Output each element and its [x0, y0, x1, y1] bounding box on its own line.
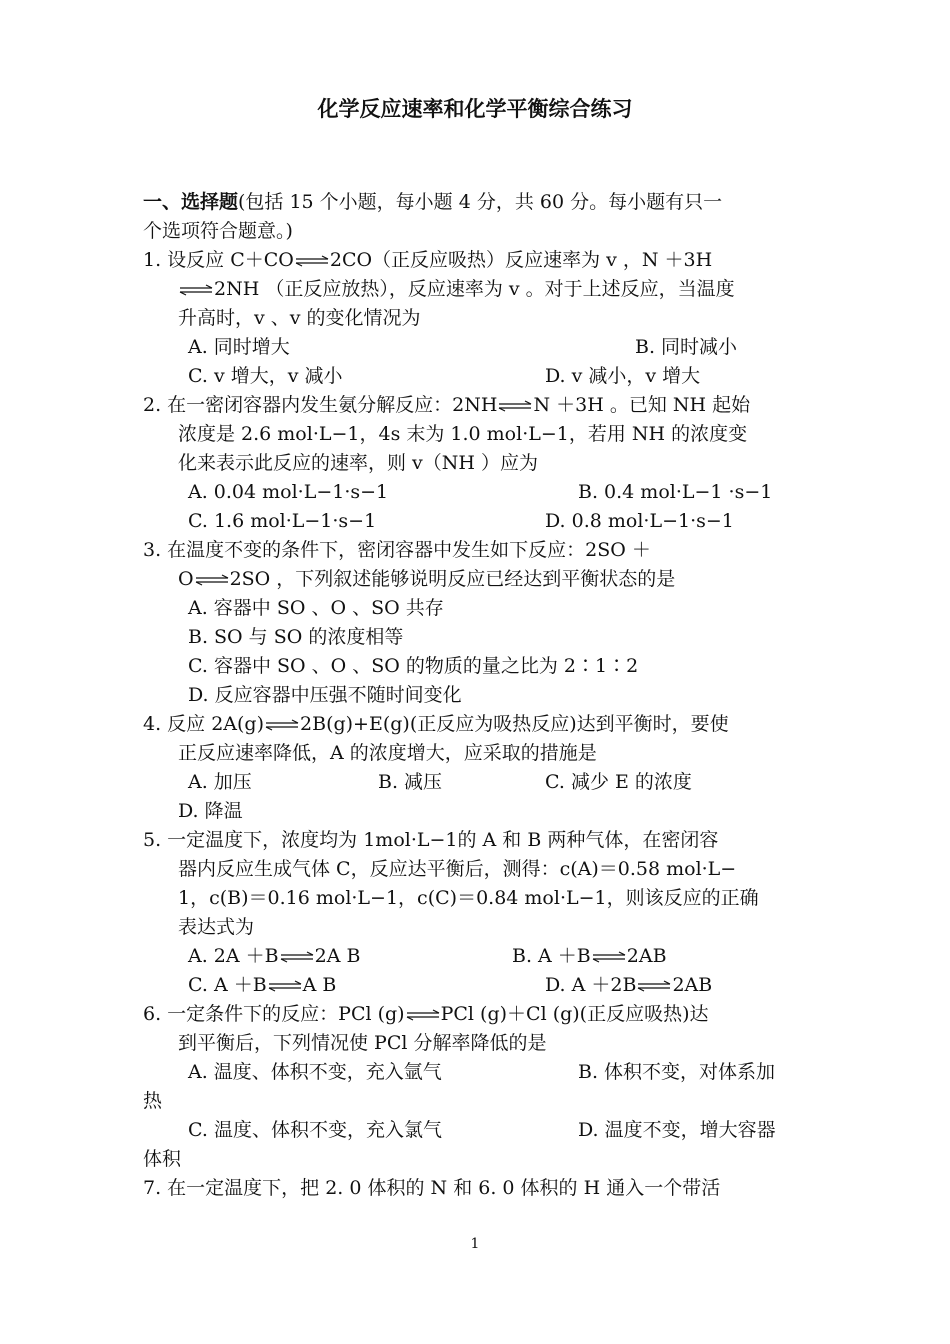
section-heading-line — [143, 190, 722, 214]
option-c: C. A ＋B A B — [188, 974, 337, 996]
option-b: B. 同时减小 — [635, 336, 738, 358]
question-7-line-1: 7. 在一定温度下，把 2. 0 体积的 N 和 6. 0 体积的 H 通入一个带活 — [143, 1177, 721, 1199]
option-b: B. 减压 — [378, 771, 443, 793]
section-intro: (包括 15 个小题，每小题 4 分，共 60 分。每小题有只一 — [238, 191, 723, 213]
option-b: B. 体积不变，对体系加 — [578, 1061, 776, 1083]
question-3-line-2: O 2SO ，下列叙述能够说明反应已经达到平衡状态的是 — [178, 568, 676, 590]
equilibrium-arrow-icon — [268, 980, 302, 992]
page-number: 1 — [470, 1236, 480, 1252]
equilibrium-arrow-icon — [265, 719, 299, 731]
question-6-line-1: 6. 一定条件下的反应：PCl (g) PCl (g)＋Cl (g)(正反应吸热)达 — [143, 1003, 709, 1025]
page-title: 化学反应速率和化学平衡综合练习 — [317, 97, 633, 121]
option-a: A. 温度、体积不变，充入氩气 — [188, 1061, 442, 1083]
equilibrium-arrow-icon — [406, 1009, 440, 1021]
question-4-line-1: 4. 反应 2A(g) 2B(g)+E(g)(正反应为吸热反应)达到平衡时，要使 — [143, 713, 729, 735]
question-2-line-3: 化来表示此反应的速率，则 v（NH ）应为 — [178, 452, 539, 474]
option-b: B. A ＋B 2AB — [512, 945, 667, 967]
option-d: D. 温度不变，增大容器 — [578, 1119, 776, 1141]
option-a: A. 加压 — [188, 771, 252, 793]
equilibrium-arrow-icon — [280, 951, 314, 963]
question-5-line-4: 表达式为 — [178, 916, 255, 938]
question-5-line-3: 1，c(B)＝0.16 mol·L−1，c(C)＝0.84 mol·L−1，则该反应的正确 — [178, 887, 759, 909]
option-d: D. 降温 — [178, 800, 243, 822]
option-a: A. 同时增大 — [188, 336, 290, 358]
equilibrium-arrow-icon — [498, 400, 532, 412]
section-heading: 一、选择题 — [143, 191, 239, 213]
option-d: D. 0.8 mol·L−1·s−1 — [545, 510, 734, 532]
question-2-line-2: 浓度是 2.6 mol·L−1，4s 末为 1.0 mol·L−1，若用 NH 的浓度变 — [178, 423, 748, 445]
equilibrium-arrow-icon — [637, 980, 671, 992]
option-d: D. v 减小，v 增大 — [545, 365, 701, 387]
option-b-wrap: 热 — [143, 1090, 163, 1112]
equilibrium-arrow-icon — [195, 574, 229, 586]
option-c: C. 容器中 SO 、O 、SO 的物质的量之比为 2∶1∶2 — [188, 655, 639, 677]
equilibrium-arrow-icon — [179, 284, 213, 296]
question-2-line-1: 2. 在一密闭容器内发生氨分解反应：2NH N ＋3H 。已知 NH 起始 — [143, 394, 751, 416]
option-c: C. 减少 E 的浓度 — [545, 771, 692, 793]
option-c: C. 1.6 mol·L−1·s−1 — [188, 510, 377, 532]
option-a: A. 容器中 SO 、O 、SO 共存 — [188, 597, 444, 619]
question-1-line-3: 升高时，v 、v 的变化情况为 — [178, 307, 421, 329]
option-a: A. 2A ＋B 2A B — [188, 945, 361, 967]
option-d-wrap: 体积 — [143, 1148, 182, 1170]
option-c: C. v 增大，v 减小 — [188, 365, 343, 387]
section-intro-cont: 个选项符合题意。) — [143, 220, 293, 242]
option-b: B. 0.4 mol·L−1 ·s−1 — [578, 481, 773, 503]
question-1-line-2: 2NH （正反应放热），反应速率为 v 。对于上述反应，当温度 — [178, 277, 735, 301]
question-4-line-2: 正反应速率降低，A 的浓度增大，应采取的措施是 — [178, 742, 597, 764]
option-b: B. SO 与 SO 的浓度相等 — [188, 626, 404, 648]
option-c: C. 温度、体积不变，充入氯气 — [188, 1119, 442, 1141]
equilibrium-arrow-icon — [592, 951, 626, 963]
option-d: D. 反应容器中压强不随时间变化 — [188, 684, 462, 706]
question-1-line-1: 1. 设反应 C＋CO 2CO（正反应吸热）反应速率为 v ，N ＋3H — [143, 249, 713, 271]
question-6-line-2: 到平衡后，下列情况使 PCl 分解率降低的是 — [178, 1032, 547, 1054]
equilibrium-arrow-icon — [295, 255, 329, 267]
option-a: A. 0.04 mol·L−1·s−1 — [188, 481, 389, 503]
question-3-line-1: 3. 在温度不变的条件下，密闭容器中发生如下反应：2SO ＋ — [143, 539, 651, 561]
option-d: D. A ＋2B 2AB — [545, 974, 713, 996]
question-5-line-1: 5. 一定温度下，浓度均为 1mol·L−1的 A 和 B 两种气体，在密闭容 — [143, 829, 719, 851]
question-5-line-2: 器内反应生成气体 C，反应达平衡后，测得：c(A)＝0.58 mol·L− — [178, 858, 737, 880]
